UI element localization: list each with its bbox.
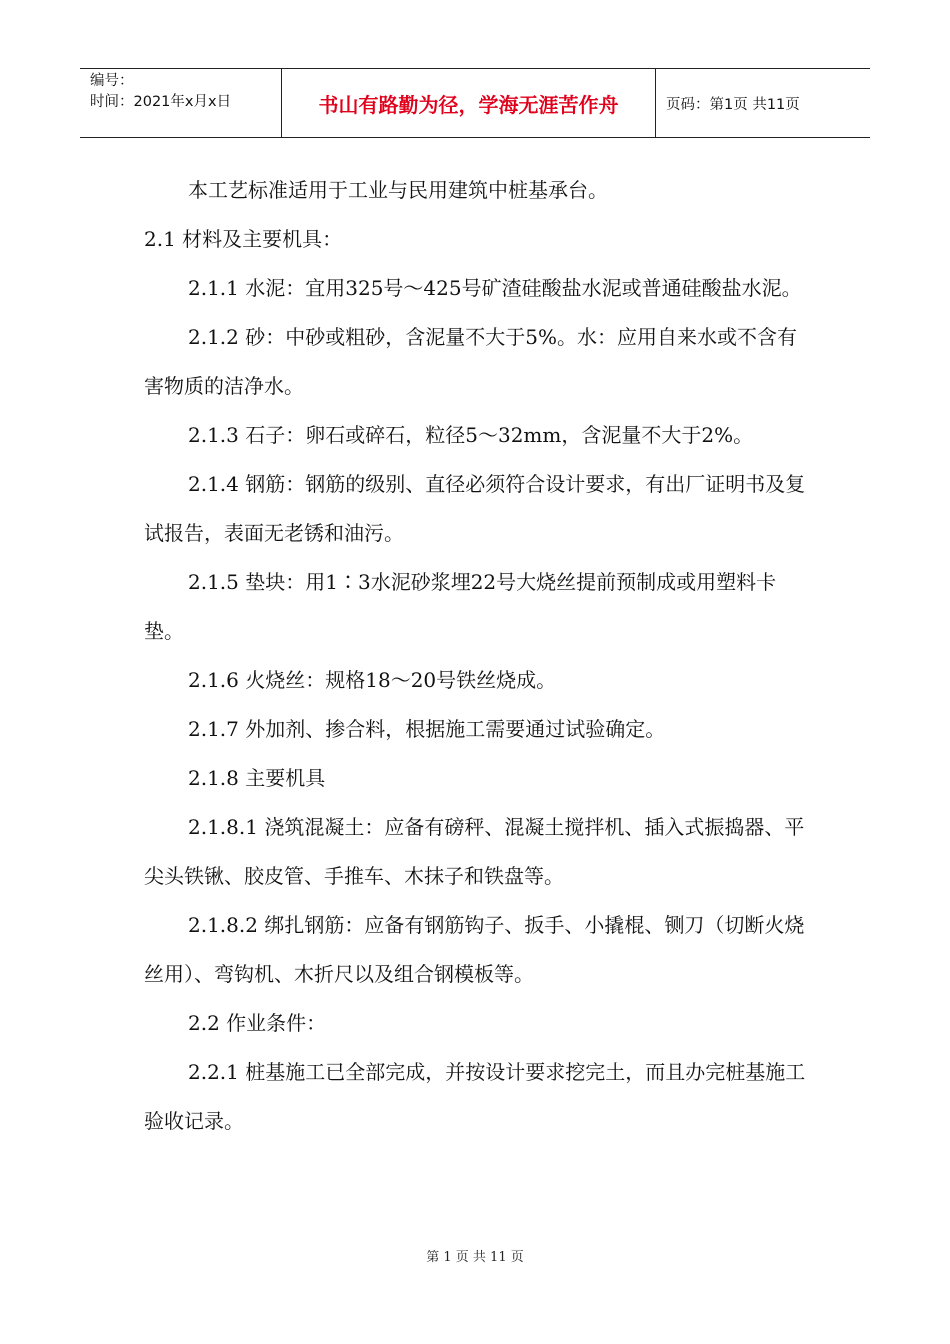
document-date: 时间：2021年x月x日 xyxy=(90,94,232,110)
paragraph: 本工艺标准适用于工业与民用建筑中桩基承台。 xyxy=(188,178,608,202)
paragraph: 2.1.4 钢筋：钢筋的级别、直径必须符合设计要求，有出厂证明书及复试报告，表面无老锈和油污。 xyxy=(144,472,806,545)
paragraph: 2.2.1 桩基施工已全部完成，并按设计要求挖完土，而且办完桩基施工验收记录。 xyxy=(144,1060,806,1133)
header-motto: 书山有路勤为径，学海无涯苦作舟 xyxy=(282,69,656,137)
paragraph: 2.1.3 石子：卵石或碎石，粒径5～32mm，含泥量不大于2%。 xyxy=(188,423,754,447)
page-footer: 第 1 页 共 11 页 xyxy=(426,1250,524,1265)
paragraph: 2.1.8.1 浇筑混凝土：应备有磅秤、混凝土搅拌机、插入式振捣器、平尖头铁锹、胶皮管、手推车、木抹子和铁盘等。 xyxy=(144,815,805,888)
header-meta xyxy=(80,69,282,137)
paragraph: 2.1.2 砂：中砂或粗砂，含泥量不大于5%。水：应用自来水或不含有害物质的洁净水。 xyxy=(144,325,797,398)
section-heading: 2.2 作业条件： xyxy=(188,1011,327,1035)
document-body xyxy=(144,166,808,1146)
section-heading: 2.1 材料及主要机具： xyxy=(144,227,343,251)
header-page-info: 页码：第1页 共11页 xyxy=(666,96,800,113)
page-header xyxy=(80,68,870,138)
paragraph: 2.1.8.2 绑扎钢筋：应备有钢筋钩子、扳手、小撬棍、铡刀（切断火烧丝用）、弯钩机、木折尺以及组合钢模板等。 xyxy=(144,913,805,986)
document-number-label: 编号： xyxy=(90,73,134,89)
paragraph: 2.1.8 主要机具 xyxy=(188,766,326,790)
paragraph: 2.1.7 外加剂、掺合料，根据施工需要通过试验确定。 xyxy=(188,717,666,741)
paragraph: 2.1.6 火烧丝：规格18～20号铁丝烧成。 xyxy=(188,668,557,692)
paragraph: 2.1.1 水泥：宜用325号～425号矿渣硅酸盐水泥或普通硅酸盐水泥。 xyxy=(188,276,802,300)
paragraph: 2.1.5 垫块：用1∶3水泥砂浆埋22号大烧丝提前预制成或用塑料卡垫。 xyxy=(144,570,777,643)
